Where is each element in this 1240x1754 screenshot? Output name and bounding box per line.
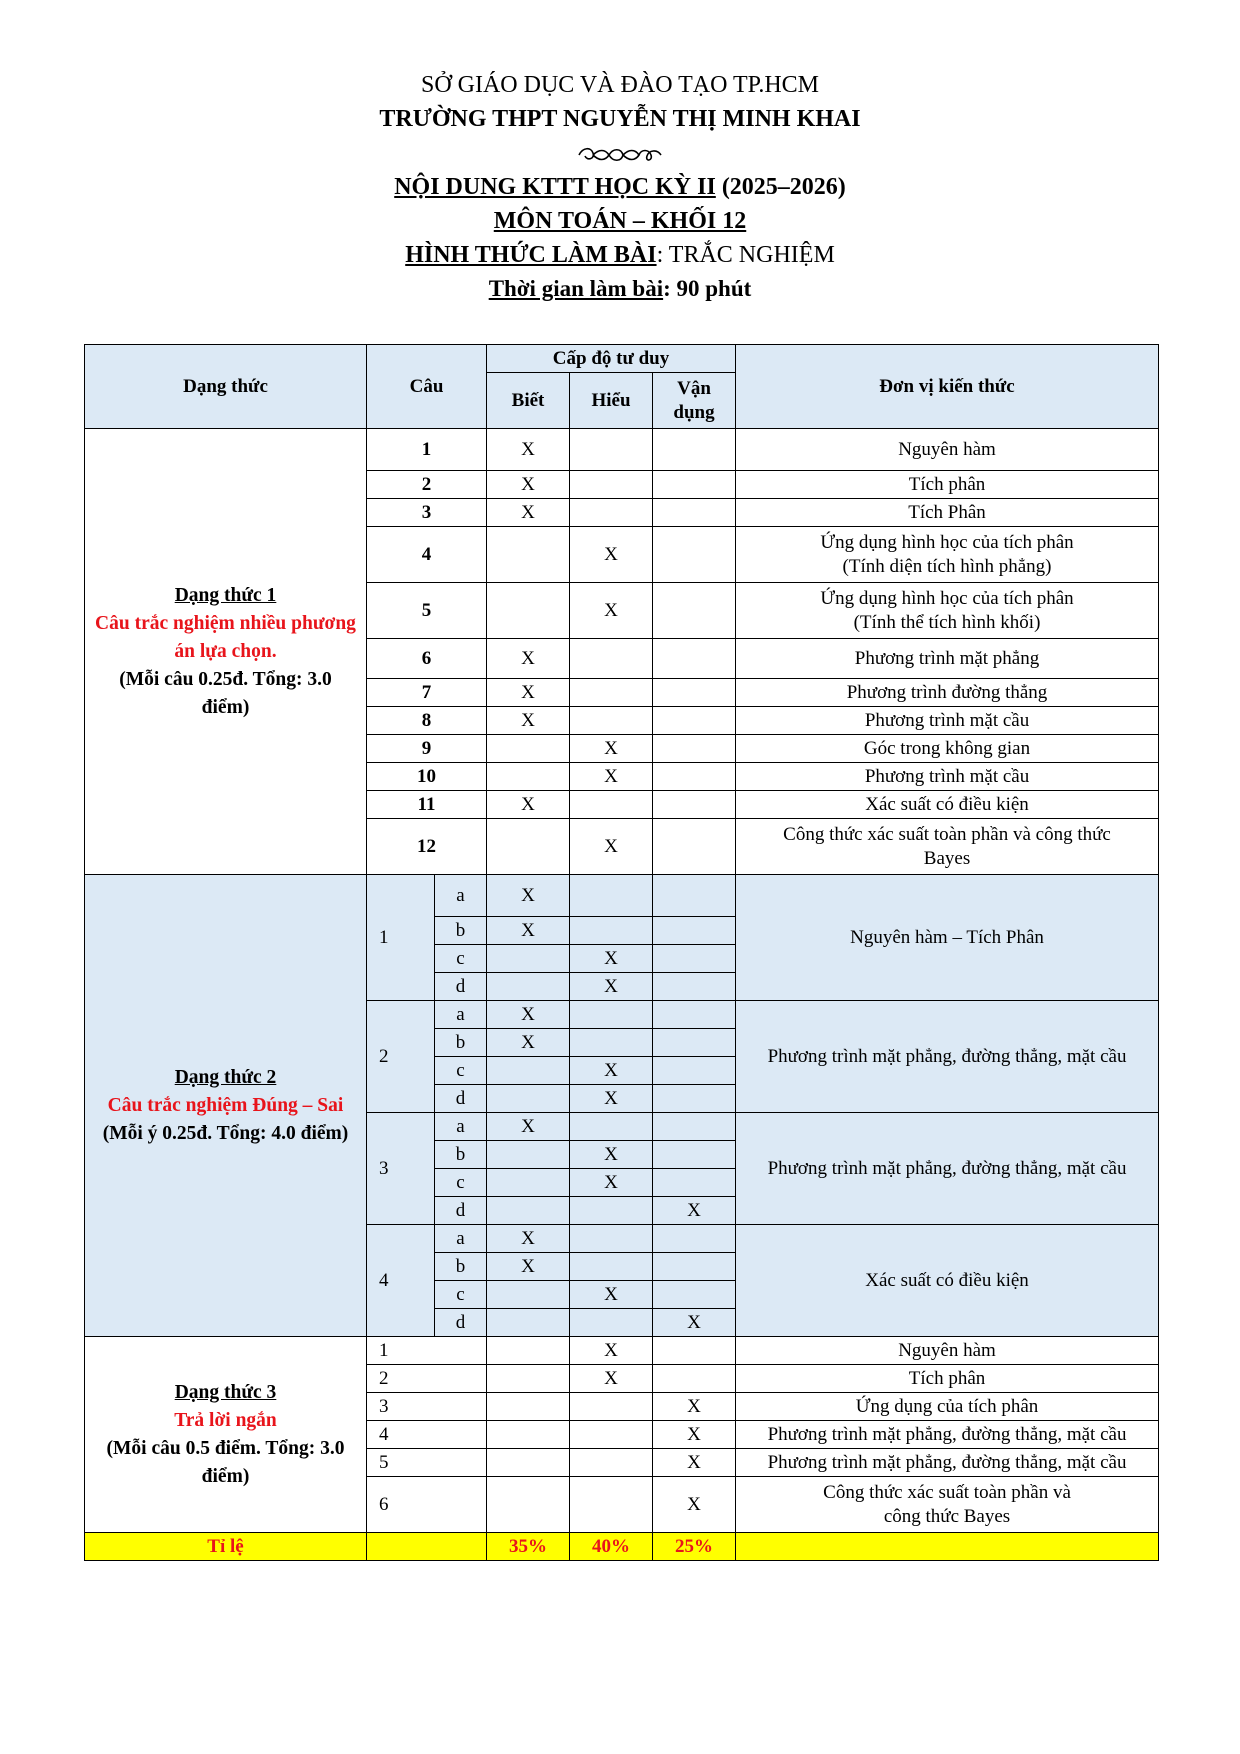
header-level: Cấp độ tư duy bbox=[487, 345, 736, 373]
level-2-cell: X bbox=[570, 1057, 653, 1085]
level-2-cell bbox=[570, 679, 653, 707]
table-row bbox=[85, 429, 1159, 471]
question-number: 2 bbox=[367, 471, 487, 499]
level-1-cell bbox=[487, 735, 570, 763]
level-1-cell bbox=[487, 1085, 570, 1113]
question-number: 1 bbox=[367, 875, 435, 1001]
level-2-cell: X bbox=[570, 945, 653, 973]
section-title: Dạng thức 2 bbox=[174, 1066, 277, 1088]
question-number: 2 bbox=[367, 1365, 487, 1393]
level-2-cell bbox=[570, 1029, 653, 1057]
level-3-cell bbox=[653, 429, 736, 471]
section-section1-label bbox=[85, 429, 367, 875]
level-2-cell bbox=[570, 875, 653, 917]
knowledge-unit: Phương trình mặt phẳng, đường thẳng, mặt cầu bbox=[736, 1001, 1159, 1113]
level-1-cell: X bbox=[487, 917, 570, 945]
level-3-cell: X bbox=[653, 1449, 736, 1477]
knowledge-unit: Công thức xác suất toàn phần và công thức Bayes bbox=[736, 1477, 1159, 1533]
format-value: : TRẮC NGHIỆM bbox=[656, 242, 835, 268]
question-part: b bbox=[435, 1253, 487, 1281]
level-3-cell bbox=[653, 1029, 736, 1057]
level-3-cell bbox=[653, 707, 736, 735]
level-3-cell: X bbox=[653, 1421, 736, 1449]
knowledge-unit: Phương trình mặt cầu bbox=[736, 707, 1159, 735]
question-number: 4 bbox=[367, 527, 487, 583]
level-3-cell bbox=[653, 763, 736, 791]
level-2-cell: X bbox=[570, 1141, 653, 1169]
question-part: d bbox=[435, 973, 487, 1001]
question-number: 10 bbox=[367, 763, 487, 791]
level-3-cell bbox=[653, 527, 736, 583]
question-number: 11 bbox=[367, 791, 487, 819]
level-2-cell: X bbox=[570, 1365, 653, 1393]
level-2-cell bbox=[570, 1001, 653, 1029]
question-part: d bbox=[435, 1309, 487, 1337]
question-part: c bbox=[435, 1057, 487, 1085]
level-1-cell bbox=[487, 1281, 570, 1309]
level-2-cell bbox=[570, 1309, 653, 1337]
ornament-icon bbox=[575, 144, 665, 166]
question-number: 2 bbox=[367, 1001, 435, 1113]
level-3-cell bbox=[653, 1365, 736, 1393]
time-label: Thời gian làm bài bbox=[488, 276, 664, 301]
level-3-cell: X bbox=[653, 1477, 736, 1533]
question-number: 7 bbox=[367, 679, 487, 707]
table-row bbox=[85, 875, 1159, 917]
level-3-cell bbox=[653, 973, 736, 1001]
header-question: Câu bbox=[367, 345, 487, 429]
level-1-cell: X bbox=[487, 499, 570, 527]
level-2-cell: X bbox=[570, 819, 653, 875]
level-1-cell bbox=[487, 1449, 570, 1477]
level-1-cell bbox=[487, 1393, 570, 1421]
section-note: (Mỗi câu 0.5 điểm. Tổng: 3.0 điểm) bbox=[106, 1437, 345, 1487]
level-3-cell: X bbox=[653, 1197, 736, 1225]
format-label: HÌNH THỨC LÀM BÀI bbox=[405, 242, 657, 268]
section-title: Dạng thức 1 bbox=[174, 584, 277, 606]
level-2-cell: X bbox=[570, 973, 653, 1001]
question-part: c bbox=[435, 1169, 487, 1197]
question-part: b bbox=[435, 917, 487, 945]
level-2-cell: X bbox=[570, 583, 653, 639]
question-number: 3 bbox=[367, 1113, 435, 1225]
ratio-understand: 40% bbox=[570, 1533, 653, 1561]
level-2-cell bbox=[570, 1393, 653, 1421]
question-number: 6 bbox=[367, 639, 487, 679]
question-number: 1 bbox=[367, 1337, 487, 1365]
level-1-cell: X bbox=[487, 1225, 570, 1253]
time-value: : 90 phút bbox=[663, 276, 752, 301]
knowledge-unit: Tích Phân bbox=[736, 499, 1159, 527]
level-1-cell bbox=[487, 819, 570, 875]
level-1-cell: X bbox=[487, 1001, 570, 1029]
question-number: 9 bbox=[367, 735, 487, 763]
question-part: a bbox=[435, 1001, 487, 1029]
knowledge-unit: Xác suất có điều kiện bbox=[736, 1225, 1159, 1337]
level-3-cell bbox=[653, 1001, 736, 1029]
level-2-cell bbox=[570, 1253, 653, 1281]
level-1-cell bbox=[487, 1337, 570, 1365]
question-part: a bbox=[435, 875, 487, 917]
question-part: b bbox=[435, 1029, 487, 1057]
level-3-cell: X bbox=[653, 1309, 736, 1337]
question-number: 3 bbox=[367, 499, 487, 527]
level-3-cell bbox=[653, 639, 736, 679]
question-number: 5 bbox=[367, 583, 487, 639]
level-2-cell bbox=[570, 639, 653, 679]
exam-format bbox=[0, 242, 1240, 269]
level-3-cell bbox=[653, 819, 736, 875]
level-1-cell bbox=[487, 1421, 570, 1449]
level-1-cell: X bbox=[487, 1029, 570, 1057]
level-1-cell: X bbox=[487, 791, 570, 819]
question-number: 4 bbox=[367, 1225, 435, 1337]
section-subtitle: Câu trắc nghiệm Đúng – Sai bbox=[107, 1094, 344, 1116]
level-2-cell: X bbox=[570, 763, 653, 791]
ratio-unit-empty bbox=[736, 1533, 1159, 1561]
level-3-cell bbox=[653, 791, 736, 819]
level-2-cell: X bbox=[570, 1169, 653, 1197]
knowledge-unit: Nguyên hàm bbox=[736, 429, 1159, 471]
level-2-cell bbox=[570, 429, 653, 471]
subject-title bbox=[0, 208, 1240, 235]
table-row bbox=[85, 1337, 1159, 1365]
ratio-row bbox=[85, 1533, 1159, 1561]
level-2-cell bbox=[570, 1477, 653, 1533]
level-3-cell bbox=[653, 583, 736, 639]
question-part: c bbox=[435, 945, 487, 973]
title-underlined: NỘI DUNG KTTT HỌC KỲ II bbox=[394, 174, 716, 200]
level-1-cell bbox=[487, 583, 570, 639]
school-name: TRƯỜNG THPT NGUYỄN THỊ MINH KHAI bbox=[379, 106, 861, 132]
subject-text: MÔN TOÁN – KHỐI 12 bbox=[493, 208, 747, 234]
knowledge-unit: Góc trong không gian bbox=[736, 735, 1159, 763]
level-1-cell bbox=[487, 1141, 570, 1169]
level-1-cell: X bbox=[487, 471, 570, 499]
level-2-cell bbox=[570, 1197, 653, 1225]
ratio-know: 35% bbox=[487, 1533, 570, 1561]
exam-matrix-table bbox=[84, 344, 1159, 1561]
question-number: 4 bbox=[367, 1421, 487, 1449]
knowledge-unit: Ứng dụng hình học của tích phân (Tính diện tích hình phẳng) bbox=[736, 527, 1159, 583]
level-3-cell bbox=[653, 471, 736, 499]
level-1-cell: X bbox=[487, 1253, 570, 1281]
level-3-cell bbox=[653, 1253, 736, 1281]
knowledge-unit: Nguyên hàm – Tích Phân bbox=[736, 875, 1159, 1001]
header-understand: Hiểu bbox=[570, 373, 653, 429]
level-1-cell: X bbox=[487, 707, 570, 735]
level-1-cell bbox=[487, 763, 570, 791]
level-2-cell bbox=[570, 1449, 653, 1477]
knowledge-unit: Ứng dụng hình học của tích phân (Tính thể tích hình khối) bbox=[736, 583, 1159, 639]
level-3-cell bbox=[653, 917, 736, 945]
level-3-cell bbox=[653, 1281, 736, 1309]
level-2-cell bbox=[570, 1421, 653, 1449]
level-1-cell bbox=[487, 1197, 570, 1225]
level-3-cell bbox=[653, 499, 736, 527]
knowledge-unit: Phương trình mặt phẳng, đường thẳng, mặt cầu bbox=[736, 1449, 1159, 1477]
level-2-cell: X bbox=[570, 735, 653, 763]
level-1-cell bbox=[487, 973, 570, 1001]
level-3-cell bbox=[653, 945, 736, 973]
knowledge-unit: Tích phân bbox=[736, 1365, 1159, 1393]
section-note: (Mỗi câu 0.25đ. Tổng: 3.0 điểm) bbox=[119, 668, 332, 718]
department-name: SỞ GIÁO DỤC VÀ ĐÀO TẠO TP.HCM bbox=[420, 72, 820, 98]
level-2-cell bbox=[570, 1225, 653, 1253]
knowledge-unit: Phương trình đường thẳng bbox=[736, 679, 1159, 707]
header-unit: Đơn vị kiến thức bbox=[736, 345, 1159, 429]
section-title: Dạng thức 3 bbox=[174, 1381, 277, 1403]
level-2-cell: X bbox=[570, 527, 653, 583]
level-2-cell: X bbox=[570, 1281, 653, 1309]
level-1-cell bbox=[487, 527, 570, 583]
knowledge-unit: Phương trình mặt phẳng, đường thẳng, mặt cầu bbox=[736, 1113, 1159, 1225]
section-subtitle: Trả lời ngắn bbox=[174, 1409, 277, 1431]
level-1-cell bbox=[487, 1365, 570, 1393]
level-2-cell bbox=[570, 707, 653, 735]
question-part: d bbox=[435, 1197, 487, 1225]
question-number: 3 bbox=[367, 1393, 487, 1421]
ornament-divider bbox=[0, 144, 1240, 166]
knowledge-unit: Phương trình mặt phẳng bbox=[736, 639, 1159, 679]
question-part: a bbox=[435, 1225, 487, 1253]
level-3-cell bbox=[653, 1225, 736, 1253]
knowledge-unit: Phương trình mặt phẳng, đường thẳng, mặt cầu bbox=[736, 1421, 1159, 1449]
level-1-cell: X bbox=[487, 1113, 570, 1141]
level-2-cell bbox=[570, 471, 653, 499]
level-3-cell bbox=[653, 1057, 736, 1085]
knowledge-unit: Ứng dụng của tích phân bbox=[736, 1393, 1159, 1421]
question-part: c bbox=[435, 1281, 487, 1309]
level-2-cell bbox=[570, 917, 653, 945]
level-1-cell: X bbox=[487, 429, 570, 471]
level-2-cell bbox=[570, 1113, 653, 1141]
level-2-cell: X bbox=[570, 1337, 653, 1365]
question-number: 12 bbox=[367, 819, 487, 875]
level-2-cell bbox=[570, 499, 653, 527]
level-3-cell bbox=[653, 1337, 736, 1365]
ratio-empty bbox=[367, 1533, 487, 1561]
knowledge-unit: Xác suất có điều kiện bbox=[736, 791, 1159, 819]
level-1-cell bbox=[487, 1477, 570, 1533]
level-1-cell bbox=[487, 945, 570, 973]
level-3-cell bbox=[653, 735, 736, 763]
level-1-cell: X bbox=[487, 679, 570, 707]
level-3-cell bbox=[653, 1169, 736, 1197]
level-2-cell: X bbox=[570, 1085, 653, 1113]
question-part: a bbox=[435, 1113, 487, 1141]
level-3-cell bbox=[653, 679, 736, 707]
question-number: 5 bbox=[367, 1449, 487, 1477]
question-number: 1 bbox=[367, 429, 487, 471]
level-3-cell bbox=[653, 1085, 736, 1113]
level-1-cell bbox=[487, 1309, 570, 1337]
ratio-label: Tỉ lệ bbox=[85, 1533, 367, 1561]
knowledge-unit: Nguyên hàm bbox=[736, 1337, 1159, 1365]
header-know: Biết bbox=[487, 373, 570, 429]
document-title bbox=[0, 174, 1240, 201]
knowledge-unit: Tích phân bbox=[736, 471, 1159, 499]
level-1-cell bbox=[487, 1057, 570, 1085]
level-3-cell bbox=[653, 1141, 736, 1169]
level-1-cell: X bbox=[487, 639, 570, 679]
level-3-cell: X bbox=[653, 1393, 736, 1421]
level-3-cell bbox=[653, 1113, 736, 1141]
level-2-cell bbox=[570, 791, 653, 819]
question-number: 6 bbox=[367, 1477, 487, 1533]
header-apply: Vận dụng bbox=[653, 373, 736, 429]
knowledge-unit: Công thức xác suất toàn phần và công thức Bayes bbox=[736, 819, 1159, 875]
ratio-apply: 25% bbox=[653, 1533, 736, 1561]
header-type: Dạng thức bbox=[85, 345, 367, 429]
section-subtitle: Câu trắc nghiệm nhiều phương án lựa chọn. bbox=[95, 612, 356, 662]
question-number: 8 bbox=[367, 707, 487, 735]
section-section3-label bbox=[85, 1337, 367, 1533]
question-part: d bbox=[435, 1085, 487, 1113]
section-section2-label bbox=[85, 875, 367, 1337]
level-1-cell: X bbox=[487, 875, 570, 917]
question-part: b bbox=[435, 1141, 487, 1169]
knowledge-unit: Phương trình mặt cầu bbox=[736, 763, 1159, 791]
title-year: (2025–2026) bbox=[715, 174, 846, 200]
level-3-cell bbox=[653, 875, 736, 917]
exam-time bbox=[0, 276, 1240, 302]
section-note: (Mỗi ý 0.25đ. Tổng: 4.0 điểm) bbox=[102, 1122, 349, 1144]
level-1-cell bbox=[487, 1169, 570, 1197]
